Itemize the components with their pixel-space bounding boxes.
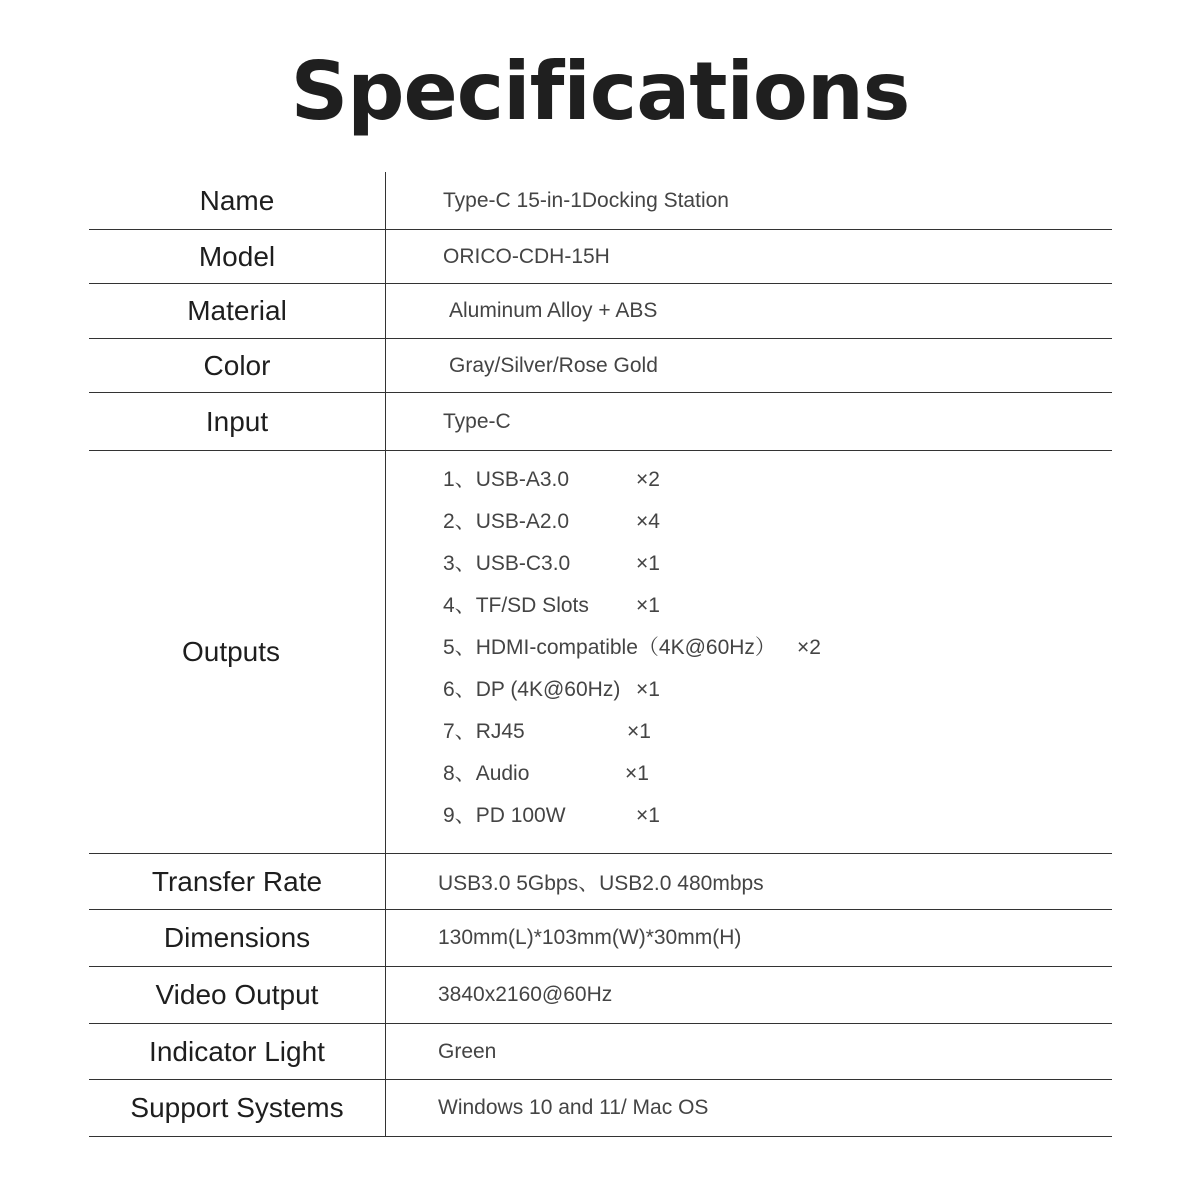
spec-value-color: Gray/Silver/Rose Gold xyxy=(449,353,658,377)
output-quantity: ×4 xyxy=(636,510,660,533)
output-quantity: ×2 xyxy=(797,636,821,659)
output-item xyxy=(443,753,776,795)
spec-value-input: Type-C xyxy=(443,409,511,433)
output-name: DP (4K@60Hz) xyxy=(475,678,621,701)
output-item xyxy=(443,585,776,627)
output-number: 2、 xyxy=(443,510,476,533)
output-number: 4、 xyxy=(443,594,476,617)
spec-row-outputs xyxy=(89,451,1112,854)
output-item xyxy=(443,627,821,669)
spec-row-dimensions xyxy=(89,910,1112,967)
output-name: HDMI-compatible（4K@60Hz） xyxy=(475,636,776,659)
output-name: USB-A2.0 xyxy=(475,510,570,533)
spec-label-transfer-rate: Transfer Rate xyxy=(89,854,386,909)
output-number: 5、 xyxy=(443,636,476,659)
output-item xyxy=(443,543,776,585)
spec-value-outputs xyxy=(386,451,1112,853)
spec-row-video-output xyxy=(89,967,1112,1024)
spec-label-name: Name xyxy=(89,172,386,229)
spec-label-input: Input xyxy=(89,393,386,450)
output-number: 9、 xyxy=(443,804,476,827)
page-title: Specifications xyxy=(290,45,910,138)
output-quantity: ×1 xyxy=(625,762,649,785)
output-quantity: ×2 xyxy=(636,468,660,491)
output-quantity: ×1 xyxy=(636,594,660,617)
output-item xyxy=(443,795,776,837)
output-quantity: ×1 xyxy=(636,552,660,575)
spec-row-model xyxy=(89,230,1112,284)
output-quantity: ×1 xyxy=(636,678,660,701)
output-number: 1、 xyxy=(443,468,476,491)
output-item xyxy=(443,459,776,501)
output-name: TF/SD Slots xyxy=(475,594,589,617)
spec-row-color xyxy=(89,339,1112,393)
spec-value-indicator-light: Green xyxy=(438,1039,497,1063)
spec-row-input xyxy=(89,393,1112,451)
output-item xyxy=(443,501,776,543)
output-name: USB-A3.0 xyxy=(475,468,570,491)
spec-label-model: Model xyxy=(89,230,386,283)
spec-value-support-systems: Windows 10 and 11/ Mac OS xyxy=(438,1096,709,1119)
spec-label-material: Material xyxy=(89,284,386,338)
spec-label-outputs: Outputs xyxy=(89,451,386,853)
output-name: USB-C3.0 xyxy=(475,552,571,575)
spec-label-color: Color xyxy=(89,339,386,392)
output-name: Audio xyxy=(475,762,530,785)
output-quantity: ×1 xyxy=(636,804,660,827)
spec-label-video-output: Video Output xyxy=(89,967,386,1023)
output-quantity: ×1 xyxy=(627,720,651,743)
output-number: 6、 xyxy=(443,678,476,701)
spec-label-dimensions: Dimensions xyxy=(89,910,386,966)
spec-value-dimensions: 130mm(L)*103mm(W)*30mm(H) xyxy=(438,926,742,949)
spec-row-transfer-rate xyxy=(89,854,1112,910)
output-name: PD 100W xyxy=(475,804,566,827)
spec-value-transfer-rate: USB3.0 5Gbps、USB2.0 480mbps xyxy=(438,871,764,895)
spec-table xyxy=(89,172,1112,1137)
output-number: 8、 xyxy=(443,762,476,785)
output-number: 7、 xyxy=(443,720,476,743)
output-number: 3、 xyxy=(443,552,476,575)
output-item xyxy=(443,669,776,711)
spec-value-material: Aluminum Alloy + ABS xyxy=(449,299,658,322)
spec-row-name xyxy=(89,172,1112,230)
spec-row-support-systems xyxy=(89,1080,1112,1137)
spec-label-indicator-light: Indicator Light xyxy=(89,1024,386,1079)
spec-value-model: ORICO-CDH-15H xyxy=(443,244,610,268)
spec-value-name: Type-C 15-in-1Docking Station xyxy=(443,188,729,212)
spec-row-material xyxy=(89,284,1112,339)
spec-row-indicator-light xyxy=(89,1024,1112,1080)
outputs-list xyxy=(443,451,821,837)
output-name: RJ45 xyxy=(475,720,525,743)
spec-value-video-output: 3840x2160@60Hz xyxy=(438,983,613,1006)
spec-label-support-systems: Support Systems xyxy=(89,1080,386,1136)
output-item xyxy=(443,711,776,753)
